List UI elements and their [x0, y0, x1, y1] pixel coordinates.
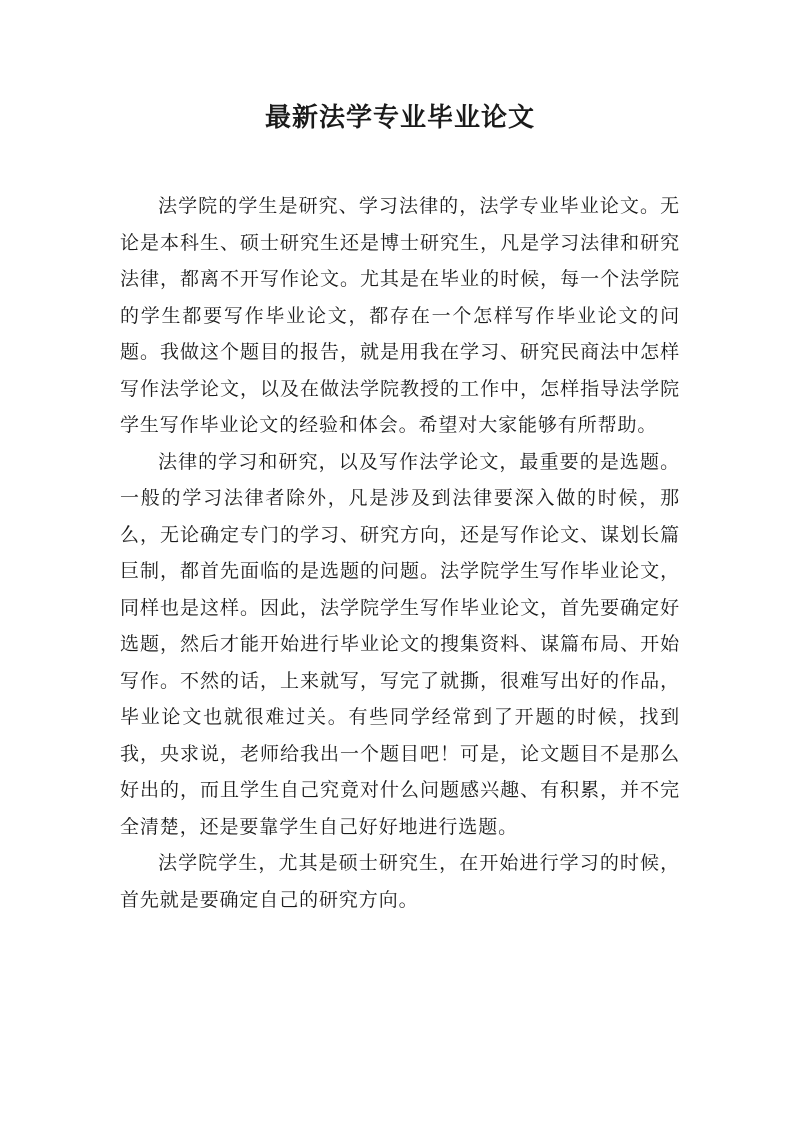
paragraph-3: 法学院学生，尤其是硕士研究生，在开始进行学习的时候，首先就是要确定自己的研究方向。 — [120, 852, 680, 911]
document-body — [120, 188, 680, 918]
paragraph-1: 法学院的学生是研究、学习法律的，法学专业毕业论文。无论是本科生、硕士研究生还是博士研究生，凡是学习法律和研究法律，都离不开写作论文。尤其是在毕业的时候，每一个法学院的学生都要写作毕业论文，都存在一个怎样写作毕业论文的问题。我做这个题目的报告，就是用我在学习、研究民商法中怎样写作法学论文，以及在做法学院教授的工作中，怎样指导法学院学生写作毕业论文的经验和体会。希望对大家能够有所帮助。 — [120, 195, 680, 436]
document-title: 最新法学专业毕业论文 — [264, 103, 535, 133]
document-page — [120, 0, 680, 1131]
paragraph-2: 法律的学习和研究，以及写作法学论文，最重要的是选题。一般的学习法律者除外，凡是涉及到法律要深入做的时候，那么，无论确定专门的学习、研究方向，还是写作论文、谋划长篇巨制，都首先面临的是选题的问题。法学院学生写作毕业论文，同样也是这样。因此，法学院学生写作毕业论文，首先要确定好选题，然后才能开始进行毕业论文的搜集资料、谋篇布局、开始写作。不然的话，上来就写，写完了就撕，很难写出好的作品，毕业论文也就很难过关。有些同学经常到了开题的时候，找到我，央求说，老师给我出一个题目吧！可是，论文题目不是那么好出的，而且学生自己究竟对什么问题感兴趣、有积累，并不完全清楚，还是要靠学生自己好好地进行选题。 — [120, 450, 680, 838]
